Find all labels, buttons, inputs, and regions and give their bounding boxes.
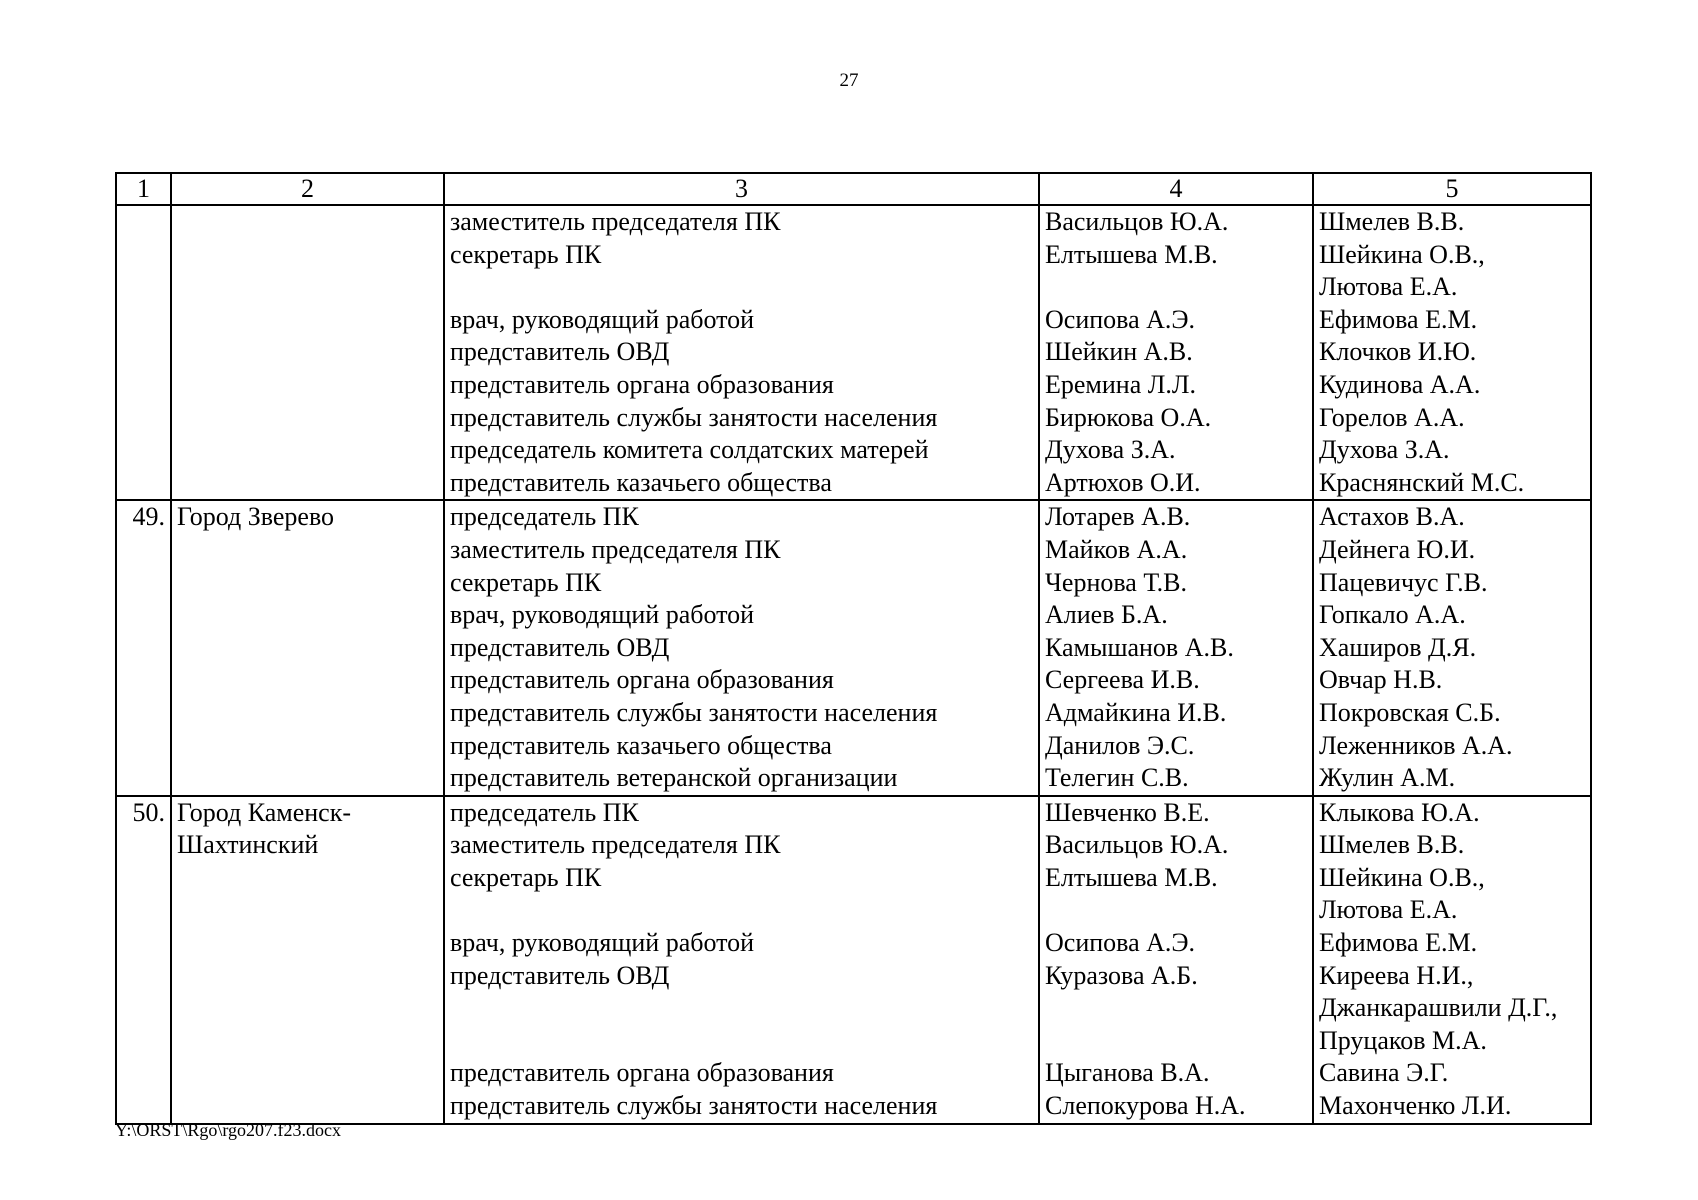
member-line: Васильцов Ю.А. (1045, 207, 1229, 236)
reserve-line: Жулин А.М. (1319, 763, 1456, 793)
footer-file-path: Y:\ORST\Rgo\rgo207.f23.docx (115, 1120, 342, 1140)
position-line: представитель ветеранской организации (450, 763, 898, 793)
member-line: Елтышева М.В. (1045, 239, 1218, 269)
reserve-line: Пруцаков М.А. (1319, 1025, 1487, 1055)
member-line: Камышанов А.В. (1045, 632, 1234, 662)
reserve-line: Савина Э.Г. (1319, 1058, 1449, 1088)
position-line: представитель органа образования (450, 369, 834, 399)
member-line: Чернова Т.В. (1045, 567, 1187, 597)
member-line: Шейкин А.В. (1045, 337, 1193, 367)
reserve-line: Горелов А.А. (1319, 402, 1465, 432)
member-line: Майков А.А. (1045, 534, 1188, 564)
table-body (116, 205, 1591, 1124)
member-line: Шевченко В.Е. (1045, 797, 1210, 827)
member-line: Куразова А.Б. (1045, 960, 1198, 990)
reserve-line: Ефимова Е.М. (1319, 928, 1478, 958)
position-line: представитель органа образования (450, 665, 834, 695)
position-line: представитель органа образования (450, 1058, 834, 1088)
position-line: председатель комитета солдатских матерей (450, 435, 929, 465)
member-line: Духова З.А. (1045, 435, 1176, 465)
position-cell (444, 205, 1039, 500)
position-line: заместитель председателя ПК (450, 830, 781, 860)
header-col-5: 5 (1313, 173, 1591, 205)
position-cell (444, 796, 1039, 1124)
reserve-line: Клыкова Ю.А. (1319, 797, 1480, 827)
member-line: Телегин С.В. (1045, 763, 1189, 793)
member-line: Алиев Б.А. (1045, 600, 1168, 630)
reserve-line: Леженников А.А. (1319, 730, 1513, 760)
member-line (1045, 1025, 1307, 1058)
member-line: Цыганова В.А. (1045, 1058, 1210, 1088)
member-cell (1039, 205, 1313, 500)
position-line: представитель ОВД (450, 337, 670, 367)
reserve-line: Гопкало А.А. (1319, 600, 1466, 630)
reserve-line: Шейкина О.В., (1319, 862, 1485, 892)
position-cell (444, 500, 1039, 795)
municipality-name: Город Каменск- Шахтинский (171, 796, 444, 1124)
reserve-line: Астахов В.А. (1319, 502, 1465, 532)
member-line (1045, 271, 1307, 304)
member-line: Елтышева М.В. (1045, 862, 1218, 892)
position-line (450, 1025, 1033, 1058)
member-line: Лотарев А.В. (1045, 502, 1191, 532)
header-col-4: 4 (1039, 173, 1313, 205)
position-line: секретарь ПК (450, 567, 602, 597)
reserve-line: Джанкарашвили Д.Г., (1319, 993, 1558, 1023)
reserve-line: Ефимова Е.М. (1319, 304, 1478, 334)
member-line: Адмайкина И.В. (1045, 697, 1227, 727)
reserve-line: Клочков И.Ю. (1319, 337, 1477, 367)
reserve-line: Киреева Н.И., (1319, 960, 1474, 990)
position-line: представитель ОВД (450, 632, 670, 662)
municipality-name: Город Зверево (171, 500, 444, 795)
reserve-line: Кудинова А.А. (1319, 369, 1481, 399)
reserve-line: Махонченко Л.И. (1319, 1091, 1512, 1121)
reserve-line: Пацевичус Г.В. (1319, 567, 1488, 597)
position-line: председатель ПК (450, 502, 639, 532)
member-cell (1039, 500, 1313, 795)
position-line (450, 992, 1033, 1025)
member-line: Слепокурова Н.А. (1045, 1091, 1246, 1121)
position-line: представитель казачьего общества (450, 467, 832, 497)
header-col-3: 3 (444, 173, 1039, 205)
reserve-line: Дейнега Ю.И. (1319, 534, 1476, 564)
reserve-line: Шейкина О.В., (1319, 239, 1485, 269)
reserve-line: Краснянский М.С. (1319, 467, 1525, 497)
reserve-cell (1313, 205, 1591, 500)
position-line: представитель службы занятости населения (450, 402, 938, 432)
commission-table (115, 172, 1592, 1125)
position-line: секретарь ПК (450, 862, 602, 892)
position-line: врач, руководящий работой (450, 600, 755, 630)
reserve-line: Лютова Е.А. (1319, 272, 1458, 302)
member-line: Данилов Э.С. (1045, 730, 1195, 760)
position-line (450, 894, 1033, 927)
reserve-cell (1313, 796, 1591, 1124)
position-line: врач, руководящий работой (450, 304, 755, 334)
table-row (116, 500, 1591, 795)
reserve-line: Шмелев В.В. (1319, 207, 1465, 236)
table-row (116, 205, 1591, 500)
position-line (450, 271, 1033, 304)
row-number: 50. (116, 796, 171, 1124)
member-line: Еремина Л.Л. (1045, 369, 1197, 399)
member-line: Осипова А.Э. (1045, 928, 1196, 958)
municipality-name (171, 205, 444, 500)
position-line: заместитель председателя ПК (450, 207, 781, 236)
member-cell (1039, 796, 1313, 1124)
position-line: представитель казачьего общества (450, 730, 832, 760)
member-line (1045, 894, 1307, 927)
reserve-line: Лютова Е.А. (1319, 895, 1458, 925)
reserve-cell (1313, 500, 1591, 795)
page-number: 27 (839, 70, 859, 91)
position-line: заместитель председателя ПК (450, 534, 781, 564)
member-line: Сергеева И.В. (1045, 665, 1200, 695)
row-number: 49. (116, 500, 171, 795)
member-line: Бирюкова О.А. (1045, 402, 1212, 432)
reserve-line: Овчар Н.В. (1319, 665, 1443, 695)
position-line: представитель ОВД (450, 960, 670, 990)
position-line: представитель службы занятости населения (450, 697, 938, 727)
position-line: врач, руководящий работой (450, 928, 755, 958)
reserve-line: Духова З.А. (1319, 435, 1450, 465)
row-number (116, 205, 171, 500)
reserve-line: Шмелев В.В. (1319, 830, 1465, 860)
header-col-2: 2 (171, 173, 444, 205)
position-line: председатель ПК (450, 797, 639, 827)
member-line (1045, 992, 1307, 1025)
header-col-1: 1 (116, 173, 171, 205)
member-line: Артюхов О.И. (1045, 467, 1201, 497)
position-line: представитель службы занятости населения (450, 1091, 938, 1121)
reserve-line: Хаширов Д.Я. (1319, 632, 1477, 662)
position-line: секретарь ПК (450, 239, 602, 269)
member-line: Васильцов Ю.А. (1045, 830, 1229, 860)
member-line: Осипова А.Э. (1045, 304, 1196, 334)
reserve-line: Покровская С.Б. (1319, 697, 1501, 727)
header-row (116, 173, 1591, 205)
table-row (116, 796, 1591, 1124)
